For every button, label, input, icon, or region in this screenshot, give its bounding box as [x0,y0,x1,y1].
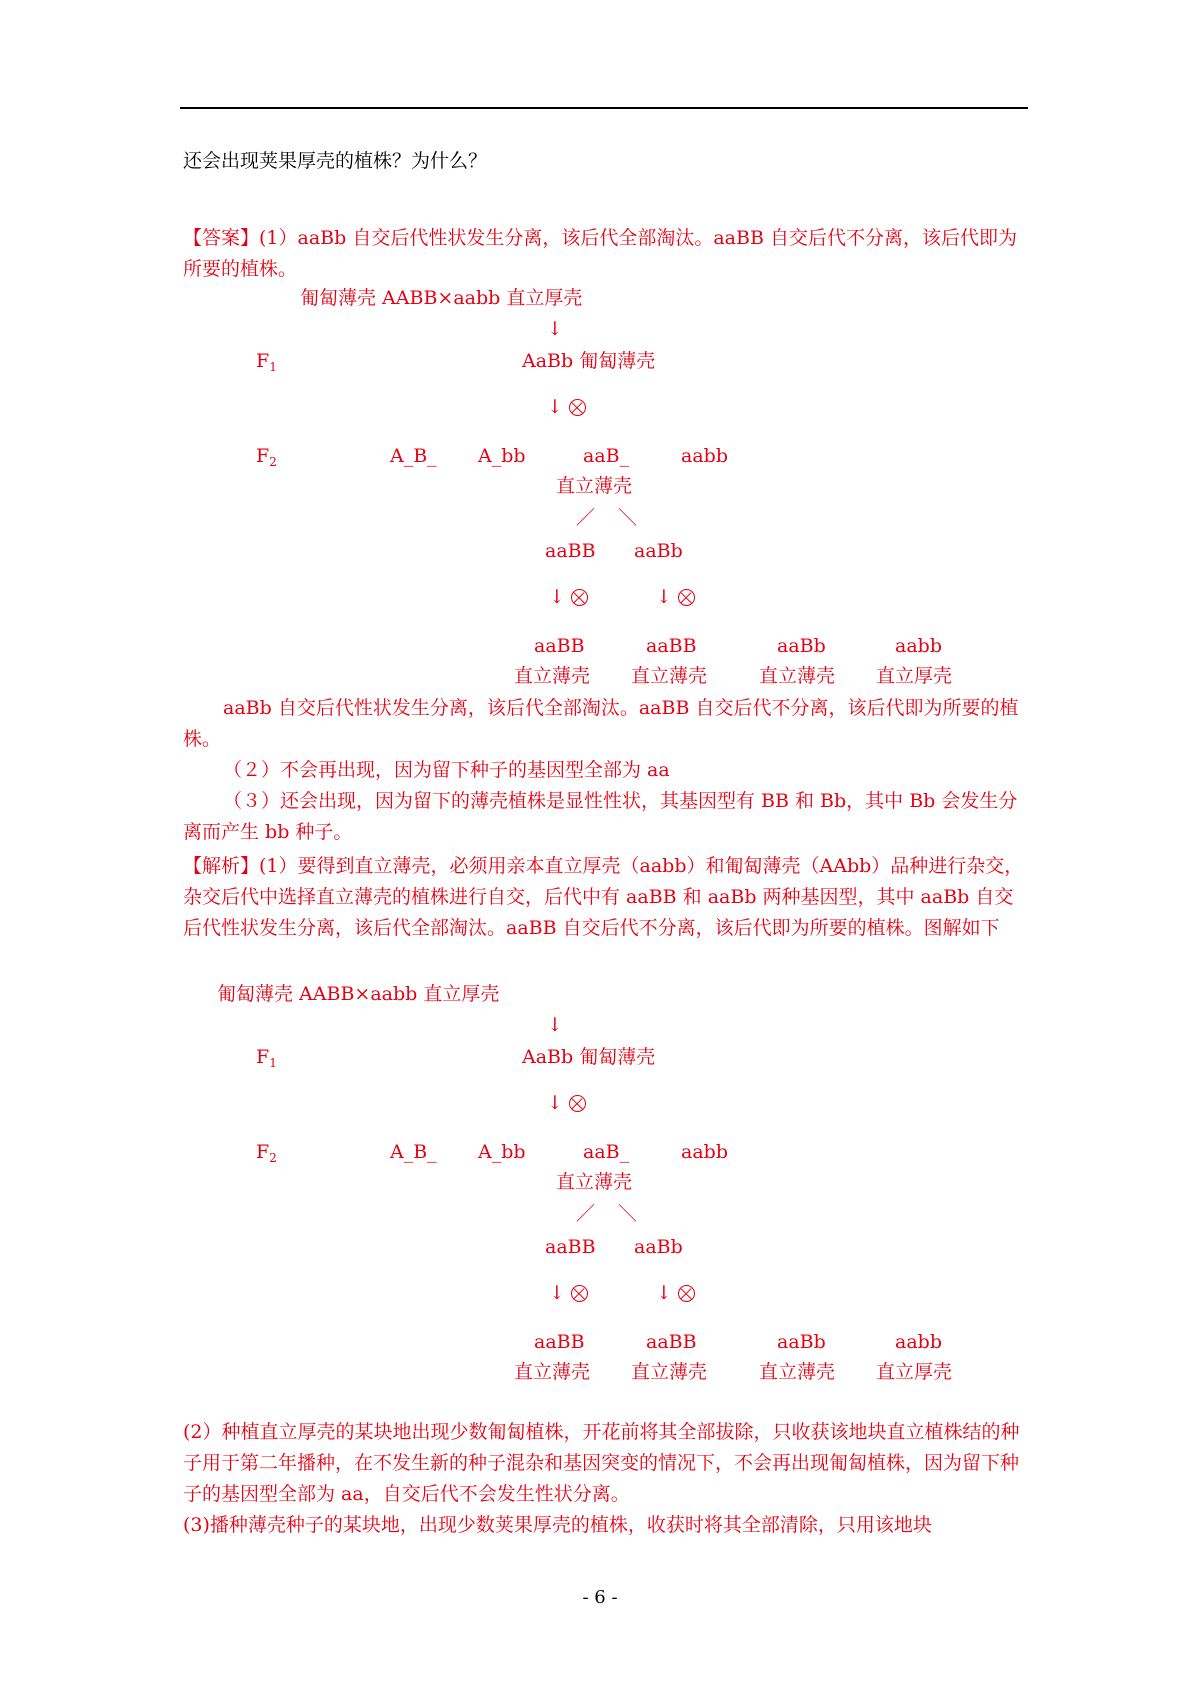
offspring-genotype-4: aabb [895,635,942,657]
offspring-genotype-3: aaBb [777,635,826,657]
analysis-paragraph-3: (3)播种薄壳种子的某块地，出现少数荚果厚壳的植株，收获时将其全部清除，只用该地块 [183,1514,932,1536]
answer-paragraph-4: （３）还会出现，因为留下的薄壳植株是显性性状，其基因型有 BB 和 Bb，其中 Bb 会发生分离而产生 bb 种子。 [183,790,1018,843]
self-cross-icon [569,399,586,416]
answer-paragraph-3: （２）不会再出现，因为留下种子的基因型全部为 aa [223,759,670,781]
selfing-arrow: ↓ [547,1092,586,1114]
branch-right: ＼ [618,1203,638,1225]
selfing-arrow: ↓ [547,396,586,418]
offspring-phenotype-3: 直立薄壳 [759,665,836,687]
f2-genotype-2: A_bb [478,1141,526,1163]
f2-label: $F_2$ [256,1141,277,1165]
offspring-phenotype-1: 直立薄壳 [514,665,591,687]
page-number: - 6 - [582,1587,618,1608]
arrow-down-icon: ↓ [547,318,563,340]
offspring-genotype-4: aabb [895,1331,942,1353]
analysis-tag: 【解析】 [183,855,260,877]
f2-genotype-3: aaB_ [583,445,630,467]
f1-genotype: AaBb 匍匐薄壳 [522,1046,656,1068]
offspring-phenotype-1: 直立薄壳 [514,1361,591,1383]
selfing-arrow: ↓ [656,1282,695,1304]
f1-genotype: AaBb 匍匐薄壳 [522,350,656,372]
offspring-genotype-2: aaBB [646,635,697,657]
answer-paragraph-2: aaBb 自交后代性状发生分离，该后代全部淘汰。aaBB 自交后代不分离，该后代即为所要的植株。 （２）不会再出现，因为留下种子的基因型全部为 aa （３）还会出现，因为留下的薄壳植株是显性性状，其基因型有 BB 和 Bb，其中 Bb 会发生分离而产生 bb 种子。 [183,693,1028,848]
f2-genotype-1: A_B_ [390,445,437,467]
f1-label: $F_1$ [256,350,277,374]
f2-genotype-4: aabb [681,1141,728,1163]
question-tail: 还会出现荚果厚壳的植株？为什么？ [183,150,488,172]
branch-left: ／ [576,507,596,529]
f2-genotype-1: A_B_ [390,1141,437,1163]
selected-genotype-2: aaBb [634,1236,683,1258]
parents-line: 匍匐薄壳 AABB×aabb 直立厚壳 [217,983,500,1005]
offspring-phenotype-2: 直立薄壳 [631,1361,708,1383]
f2-genotype-2: A_bb [478,445,526,467]
offspring-genotype-2: aaBB [646,1331,697,1353]
offspring-phenotype-4: 直立厚壳 [876,1361,953,1383]
self-cross-icon [678,589,695,606]
answer-tag: 【答案】 [183,227,260,249]
selected-genotype-1: aaBB [545,1236,596,1258]
f2-genotype-3: aaB_ [583,1141,630,1163]
offspring-genotype-1: aaBB [534,635,585,657]
analysis-paragraph-1: 【解析】(1）要得到直立薄壳，必须用亲本直立厚壳（aabb）和匍匐薄壳（AAbb）品种进行杂交，杂交后代中选择直立薄壳的植株进行自交，后代中有 aaBB 和 aaBb 两种基因型，其中 aaBb 自交后代性状发生分离，该后代全部淘汰。aaBB 自交后代不分离，该后代即为所要的植株。图解如下 [183,855,1024,939]
branch-right: ＼ [618,507,638,529]
offspring-phenotype-2: 直立薄壳 [631,665,708,687]
selected-genotype-1: aaBB [545,540,596,562]
self-cross-icon [571,589,588,606]
self-cross-icon [569,1095,586,1112]
f1-label: $F_1$ [256,1046,277,1070]
f2-phenotype: 直立薄壳 [556,475,633,497]
offspring-genotype-3: aaBb [777,1331,826,1353]
f2-label: $F_2$ [256,445,277,469]
offspring-genotype-1: aaBB [534,1331,585,1353]
answer-paragraph-1: 【答案】(1）aaBb 自交后代性状发生分离，该后代全部淘汰。aaBB 自交后代不分离，该后代即为所要的植株。 [183,227,1017,280]
selected-genotype-2: aaBb [634,540,683,562]
selfing-arrow: ↓ [549,1282,588,1304]
self-cross-icon [678,1285,695,1302]
arrow-down-icon: ↓ [547,1014,563,1036]
selfing-arrow: ↓ [549,586,588,608]
branch-left: ／ [576,1203,596,1225]
analysis-paragraph-2: (2）种植直立厚壳的某块地出现少数匍匐植株，开花前将其全部拔除，只收获该地块直立植株结的种子用于第二年播种，在不发生新的种子混杂和基因突变的情况下，不会再出现匍匐植株，因为留下种子的基因型全部为 aa，自交后代不会发生性状分离。 (3)播种薄壳种子的某块地，出现少数荚果厚壳的植株，收获时将其全部清除，只用该地块 [183,1417,1028,1541]
selfing-arrow: ↓ [656,586,695,608]
self-cross-icon [571,1285,588,1302]
header-rule [180,107,1028,109]
offspring-phenotype-4: 直立厚壳 [876,665,953,687]
f2-genotype-4: aabb [681,445,728,467]
offspring-phenotype-3: 直立薄壳 [759,1361,836,1383]
parents-line: 匍匐薄壳 AABB×aabb 直立厚壳 [300,287,583,309]
f2-phenotype: 直立薄壳 [556,1171,633,1193]
